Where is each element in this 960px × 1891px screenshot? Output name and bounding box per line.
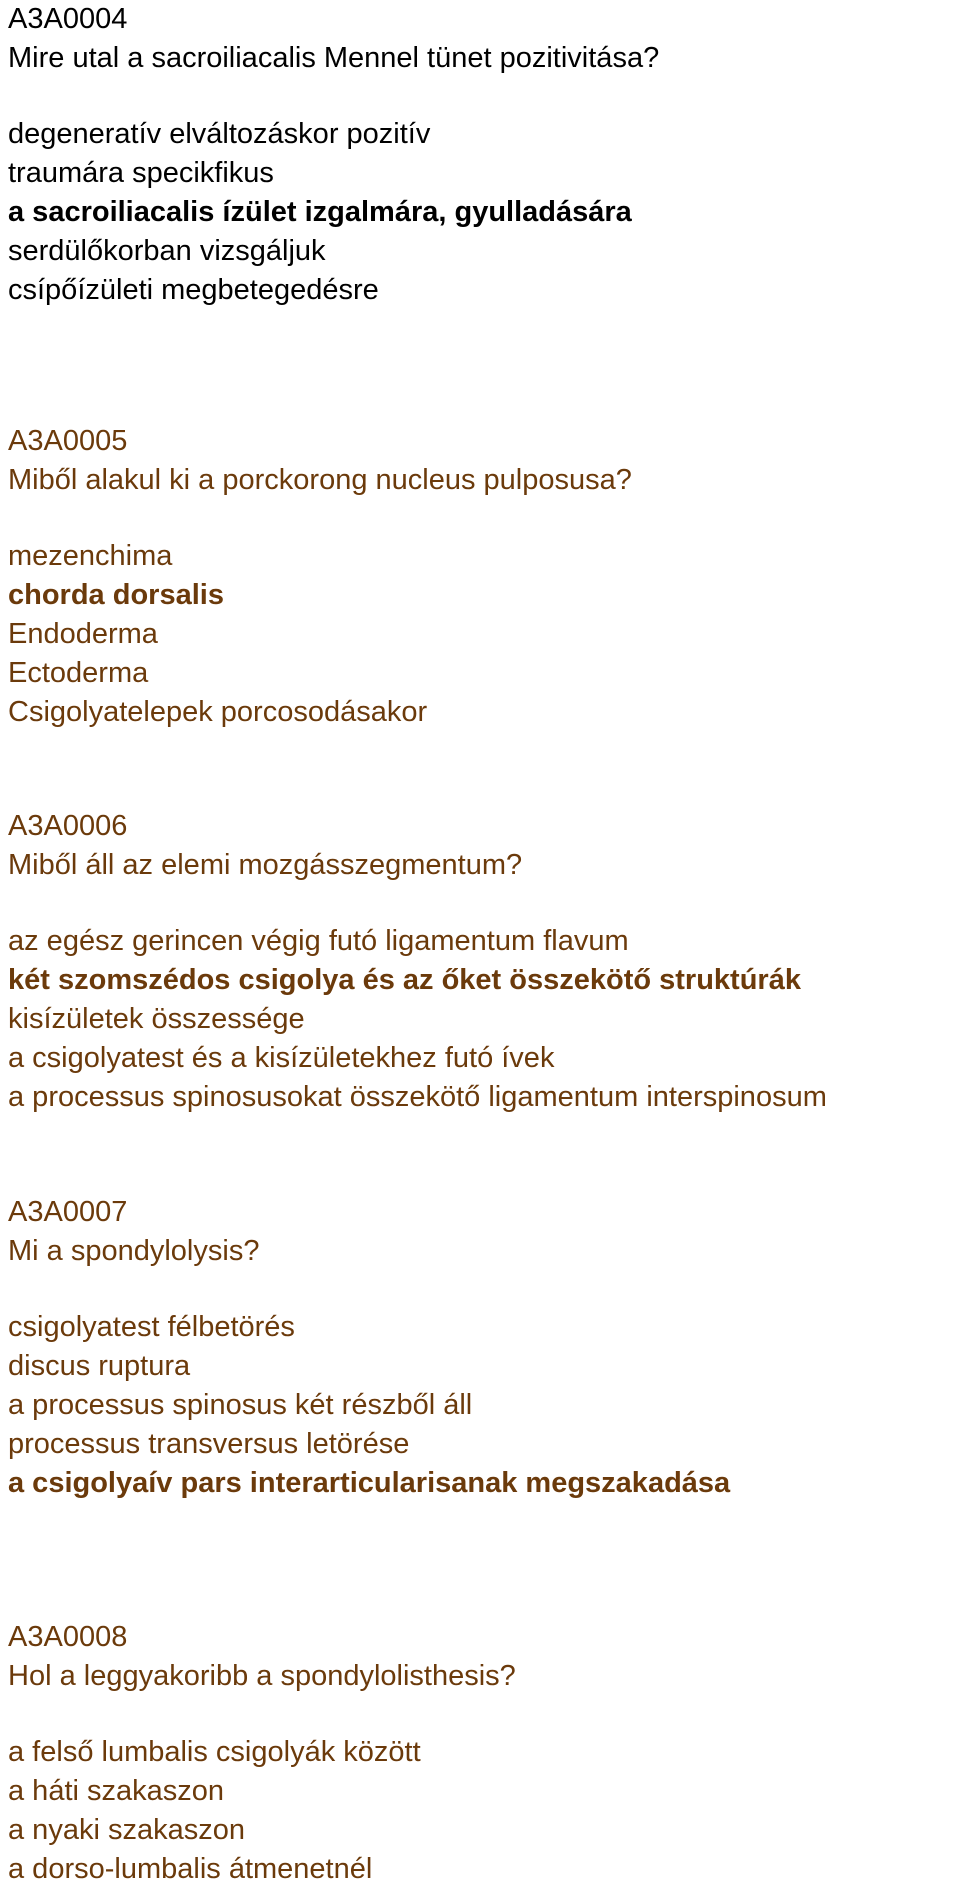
answer-option: traumára specikfikus: [8, 157, 274, 189]
answer-option: csigolyatest félbetörés: [8, 1311, 295, 1343]
question-id: A3A0007: [8, 1196, 128, 1228]
answer-option: a csigolyatest és a kisízületekhez futó ívek: [8, 1042, 555, 1074]
answer-option: a dorso-lumbalis átmenetnél: [8, 1853, 373, 1885]
spacer: [8, 1271, 730, 1308]
answer-option: kisízületek összessége: [8, 1003, 305, 1035]
answer-option: processus transversus letörése: [8, 1428, 410, 1460]
question-text: Mi a spondylolysis?: [8, 1235, 260, 1267]
answer-option: mezenchima: [8, 540, 173, 572]
question-block-a3a0008: [8, 1618, 516, 1889]
question-id: A3A0006: [8, 810, 128, 842]
question-block-a3a0005: [8, 422, 632, 732]
spacer: [8, 78, 659, 115]
answer-option: Endoderma: [8, 618, 158, 650]
question-text: Mire utal a sacroiliacalis Mennel tünet pozitivitása?: [8, 42, 660, 74]
spacer: [8, 500, 632, 537]
answer-option: discus ruptura: [8, 1350, 191, 1382]
question-text: Miből áll az elemi mozgásszegmentum?: [8, 849, 523, 881]
question-block-a3a0004: [8, 0, 659, 310]
answer-option: az egész gerincen végig futó ligamentum flavum: [8, 925, 629, 957]
answer-option: Csigolyatelepek porcosodásakor: [8, 696, 428, 728]
answer-option-correct: a csigolyaív pars interarticularisanak megszakadása: [8, 1467, 731, 1499]
answer-option-correct: chorda dorsalis: [8, 579, 224, 611]
answer-option-correct: két szomszédos csigolya és az őket összekötő struktúrák: [8, 964, 801, 996]
spacer: [8, 885, 827, 922]
answer-option: csípőízületi megbetegedésre: [8, 274, 379, 306]
answer-option: a felső lumbalis csigolyák között: [8, 1736, 421, 1768]
answer-option-correct: a sacroiliacalis ízület izgalmára, gyulladására: [8, 196, 632, 228]
answer-option: degeneratív elváltozáskor pozitív: [8, 118, 431, 150]
question-block-a3a0006: [8, 807, 827, 1117]
question-id: A3A0008: [8, 1621, 128, 1653]
answer-option: a processus spinosusokat összekötő ligamentum interspinosum: [8, 1081, 827, 1113]
answer-option: Ectoderma: [8, 657, 149, 689]
answer-option: a nyaki szakaszon: [8, 1814, 245, 1846]
question-block-a3a0007: [8, 1193, 730, 1503]
question-text: Miből alakul ki a porckorong nucleus pulposusa?: [8, 464, 632, 496]
answer-option: serdülőkorban vizsgáljuk: [8, 235, 326, 267]
question-text: Hol a leggyakoribb a spondylolisthesis?: [8, 1660, 516, 1692]
answer-option: a háti szakaszon: [8, 1775, 225, 1807]
question-id: A3A0005: [8, 425, 128, 457]
spacer: [8, 1696, 516, 1733]
answer-option: a processus spinosus két részből áll: [8, 1389, 473, 1421]
question-id: A3A0004: [8, 3, 128, 35]
